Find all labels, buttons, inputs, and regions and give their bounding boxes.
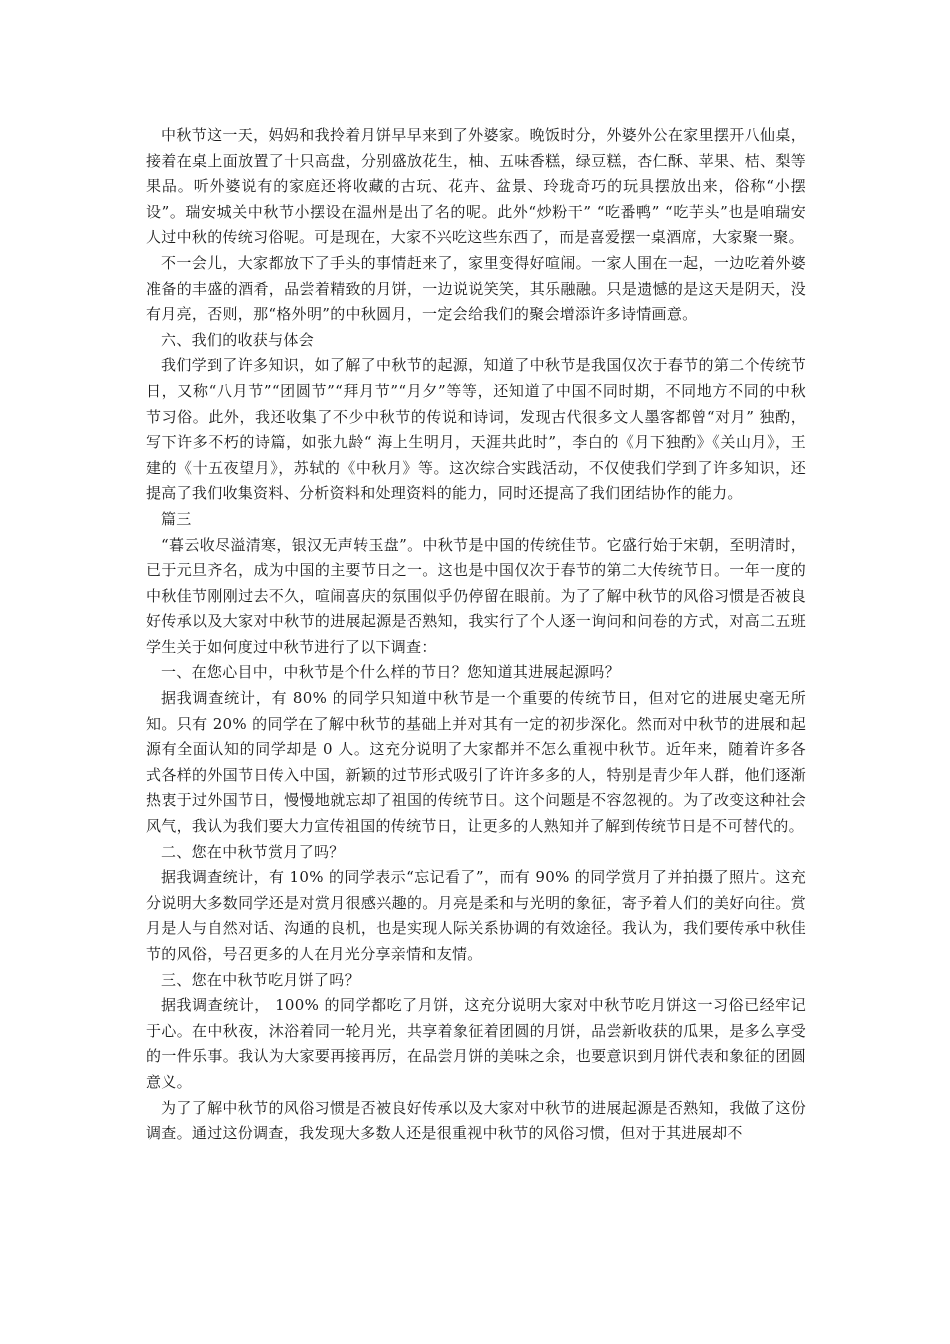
question-heading-two: 二、您在中秋节赏月了吗？ <box>161 842 345 861</box>
paragraph-survey-intro: “暮云收尽溢清寒，银汉无声转玉盘”。中秋节是中国的传统佳节。它盛行始于宋朝，至明清时，已于元旦齐名，成为中国的主要节日之一。这也是中国仅次于春节的第二大传统节日。一年一度的中秋佳节刚刚过去不久，喧闹喜庆的氛围似乎仍停留在眼前。为了了解中秋节的风俗习惯是否被良好传承以及大家对中秋节的进展起源是否熟知，我实行了个人逐一询问和问卷的方式，对高二五班学生关于如何度过中秋节进行了以下调查： <box>146 535 806 656</box>
section-heading-part-three: 篇三 <box>161 509 192 528</box>
paragraph-answer-one: 据我调查统计，有 80% 的同学只知道中秋节是一个重要的传统节日，但对它的进展史毫无所知。只有 20% 的同学在了解中秋节的基础上并对其有一定的初步深化。然而对中秋节的进展和起源有全面认知的同学却是 0 人。这充分说明了大家都并不怎么重视中秋节。近年来，随着许多各式各样的外国节日传入中国，新颖的过节形式吸引了许许多多的人，特别是青少年人群，他们逐渐热衷于过外国节日，慢慢地就忘却了祖国的传统节日。这个问题是不容忽视的。为了改变这种社会风气，我认为我们要大力宣传祖国的传统节日，让更多的人熟知并了解到传统节日是不可替代的。 <box>146 689 806 836</box>
paragraph-family-dinner: 不一会儿，大家都放下了手头的事情赶来了，家里变得好喧闹。一家人围在一起，一边吃着外婆准备的丰盛的酒肴，品尝着精致的月饼，一边说说笑笑，其乐融融。只是遗憾的是这天是阴天，没有月亮，否则，那“格外明”的中秋圆月，一定会给我们的聚会增添许多诗情画意。 <box>146 253 806 324</box>
question-heading-three: 三、您在中秋节吃月饼了吗？ <box>161 970 360 989</box>
paragraph-conclusion: 为了了解中秋节的风俗习惯是否被良好传承以及大家对中秋节的进展起源是否熟知，我做了这份调查。通过这份调查，我发现大多数人还是很重视中秋节的风俗习惯，但对于其进展却不 <box>146 1098 806 1143</box>
question-heading-one: 一、在您心目中，中秋节是个什么样的节日？您知道其进展起源吗？ <box>161 663 621 682</box>
paragraph-family-gathering: 中秋节这一天，妈妈和我拎着月饼早早来到了外婆家。晚饭时分，外婆外公在家里摆开八仙桌，接着在桌上面放置了十只高盘，分别盛放花生，柚、五味香糕，绿豆糕，杏仁酥、苹果、桔、梨等果品。听外婆说有的家庭还将收藏的古玩、花卉、盆景、玲珑奇巧的玩具摆放出来，俗称“小摆设”。瑞安城关中秋节小摆设在温州是出了名的呢。此外“炒粉干” “吃番鸭” “吃芋头”也是咱瑞安人过中秋的传统习俗呢。可是现在，大家不兴吃这些东西了，而是喜爱摆一桌酒席，大家聚一聚。 <box>146 126 806 247</box>
paragraph-answer-three: 据我调查统计， 100% 的同学都吃了月饼，这充分说明大家对中秋节吃月饼这一习俗已经牢记于心。在中秋夜，沐浴着同一轮月光，共享着象征着团圆的月饼，品尝新收获的瓜果，是多么享受的一件乐事。我认为大家要再接再厉，在品尝月饼的美味之余，也要意识到月饼代表和象征的团圆意义。 <box>146 996 806 1091</box>
paragraph-harvest: 我们学到了许多知识，如了解了中秋节的起源，知道了中秋节是我国仅次于春节的第二个传统节日，又称“八月节”“团圆节”“拜月节”“月夕”等等，还知道了中国不同时期，不同地方不同的中秋节习俗。此外，我还收集了不少中秋节的传说和诗词，发现古代很多文人墨客都曾“对月” 独酌，写下许多不朽的诗篇，如张九龄“ 海上生明月，天涯共此时”，李白的《月下独酌》《关山月》，王建的《十五夜望月》，苏轼的《中秋月》等。这次综合实践活动，不仅使我们学到了许多知识，还提高了我们收集资料、分析资料和处理资料的能力，同时还提高了我们团结协作的能力。 <box>146 356 806 503</box>
section-heading-harvest: 六、我们的收获与体会 <box>161 330 315 349</box>
document-body <box>146 123 806 1147</box>
paragraph-answer-two: 据我调查统计，有 10% 的同学表示“忘记看了”，而有 90% 的同学赏月了并拍摄了照片。这充分说明大多数同学还是对赏月很感兴趣的。月亮是柔和与光明的象征，寄予着人们的美好向往。赏月是人与自然对话、沟通的良机，也是实现人际关系协调的有效途径。我认为，我们要传承中秋佳节的风俗，号召更多的人在月光分享亲情和友情。 <box>146 868 806 963</box>
